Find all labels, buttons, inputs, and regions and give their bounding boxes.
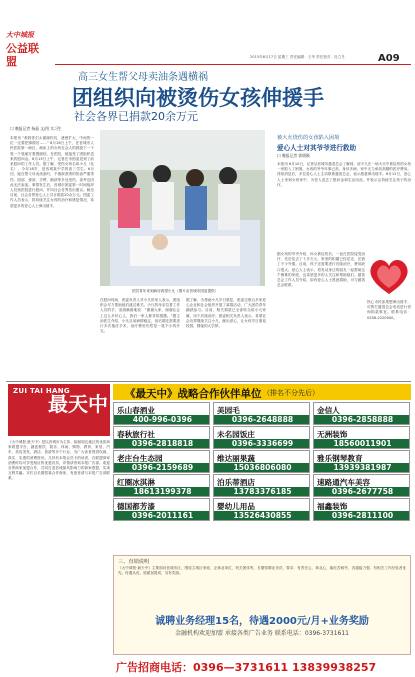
partner-phone: 0396-2858888 [314,415,410,425]
partner-cell [313,498,410,521]
side-article-col3: 热心市民如果想伸出援手，可拨打慈善总会电话进行咨询捐款事宜。联系电话：0356-2220000。 [367,300,411,320]
headline-kicker: 高三女生帮父母卖油条遇横祸 [78,72,208,83]
partner-phone: 15036806080 [214,463,310,473]
partner-name: 老庄台生态园 [117,453,163,463]
partner-cell [113,474,210,497]
masthead-category: 公益联盟 [6,42,39,68]
partner-phone: 0396-2811100 [314,511,410,521]
masthead-brand: 大中城报 [6,30,34,39]
partner-phone: 0396-2011161 [114,511,210,521]
recruit-box [113,555,411,655]
strategic-header [113,384,411,400]
photo-caption: 团员青年来到病房看望小凡（图片由晋城市团委提供） [132,289,219,293]
news-photo [100,130,265,286]
partner-name: 春秋旅行社 [117,429,155,439]
header-rule [55,64,411,65]
strategic-title: 《最天中》战略合作伙伴单位 [125,388,262,400]
partner-cell [213,474,310,497]
partner-cell [313,450,410,473]
main-article-col3: 据了解，为帮助小凡早日康复，团委还联合多家爱心企业和社会组织开展了募捐活动，广大团员青年踊跃参与。目前，相关捐款已全部转交给小凡家属，用于后续治疗。团委相关负责人表示，希望社会各界继续关注小凡，献出爱心，让女孩早日重返校园，圆她的大学梦。 [186,298,266,329]
page-header [0,0,415,123]
partner-phone: 0396-2677758 [314,487,410,497]
partner-cell [213,426,310,449]
partner-name: 维达丽果蔬 [217,453,255,463]
partner-name: 未名园饭庄 [217,429,255,439]
partner-cell [213,450,310,473]
partner-name: 无洲装饰 [317,429,348,439]
partner-cell [313,426,410,449]
partner-name: 金信人 [317,405,340,415]
ad-hotline: 广告招商电话：0396—3731611 13839938257 [116,661,377,674]
partner-phone: 0396-3336699 [214,439,310,449]
partner-cell [213,498,310,521]
partner-cell [213,402,310,425]
subheadline: 社会各界已捐款20余万元 [74,110,198,123]
partner-phone: 18560011901 [314,439,410,449]
partner-cell [113,426,210,449]
promo-logo-en: ZUI TAI HANG [13,387,70,395]
partner-phone: 0396-2159689 [114,463,210,473]
promo-logo-cn: 最天中 [48,392,108,416]
partner-cell [313,402,410,425]
promo-logo [8,384,110,436]
recruit-banner: 诚聘业务经理15名，待遇2000元/月+业务奖励 [155,616,369,627]
partner-name: 乐山春酒业 [117,405,155,415]
partner-phone: 18613199378 [114,487,210,497]
recruit-heading: 三、直销说明 [118,559,150,565]
hospital-scene-image [100,130,265,286]
main-article-col2: 在慰问现场，团委负责人对小凡的家人表示，团组织会尽力帮助她们渡过难关。小凡的母亲拉着工作人员的手，泪流满面地说：“谢谢大家，谢谢社会上这么多好心人，我们一家人都非常感激。”据主治医生介绍，小凡目前病情稳定，但后期还需要进行多次植皮手术，治疗费用仍然是一笔不小的开支。 [100,298,180,334]
partner-name: 福鑫装饰 [317,501,348,511]
recruit-body: 《大中城报·最天中》主要面向晋城市区，围绕主城区家庭、企事业单位、机关团体等，长期招聘业务员，要求：有责任心、事业心，能吃苦耐劳，沟通能力强，有相关工作经验者优先。待遇从优，底薪加提成，另有奖励。 [118,566,406,576]
partner-phone: 0396-2648888 [214,415,310,425]
partner-name: 美园毛 [217,405,240,415]
side-byline: 口 晚报记者 郭晓颖 [277,153,310,158]
partner-phone: 0396-2818818 [114,439,210,449]
partner-cell [313,474,410,497]
partner-phone: 13783376185 [214,487,310,497]
heart-icon [367,256,411,296]
partner-phone: 13939381987 [314,463,410,473]
partner-phone: 13526430855 [214,511,310,521]
partner-cell [113,450,210,473]
main-article-col1: 本报讯 “救救你们太谢谢你们，爸爸扩大，中间的一位一定要把事做好……” 6月16日上午，在晋城市人民医院第一病区，病床上的女孩在众人的鼓励下一个笔一个笔地写着感谢信。在医院，她接受了团组织送来的慰问金。6月15日上午，记者在市团委见到了前来慰问的工作人员。据了解，受伤女孩名叫小凡（化名），今年18岁，是晋城某中学的高三学生。6月初，她在帮父母卖油条时，不慎被滚烫的热油严重烫伤，面部、颈部、手臂、胸部等多处受伤，高考也因此无法参加。事情发生后，晋城市团委第一时间组织人员到医院进行慰问，并向社会各界发出倡议。截至目前，社会各界爱心人士共计捐款20余万元。团委工作人员表示，将持续关注女孩的治疗和康复情况，希望更多的爱心人士伸出援手。 [10,136,94,208]
partner-name: 红圈冰淇淋 [117,477,155,487]
side-article-col1: 本报讯 6月10日，记者从晋城市慈善总会了解到，前不久在一场火灾中被烧伤的女孩一家陷入了困境，女孩的爷爷年事已高，身体多病，家中无力承担高额的医疗费用。得知消息后，多位爱心人士主动联系慈善总会，表示愿意伸出援手。6月12日，爱心人士来到女孩家中，为老人送去了慰问金和生活用品，并表示会持续关注孩子的治疗。 [277,162,411,187]
recruit-footer: 金融机构欢迎加盟 承接各类广告业务 联系电话：0396-3731611 [175,630,349,637]
partner-cell [113,402,210,425]
dateline: 2015年6月17日 星期三 责任编辑：王华 责任校对：杜立冬 [250,55,345,59]
headline: 团组织向被烫伤女孩伸援手 [72,86,324,110]
partner-name: 雅乐钢琴教育 [317,453,363,463]
partner-phone: 400-996-0396 [114,415,210,425]
side-title: 爱心人士对其爷爷进行救助 [277,144,357,152]
side-article-col2: 据女孩的爷爷介绍，孙女被烧伤后，一直在医院接受治疗，先后花去了十多万元，家里的积蓄已经花光，还借了不少外债。目前，孩子还需要进行后续治疗，费用缺口很大。爱心人士表示，将发动身边的朋友一起帮助这个困难的家庭，也希望更多的人关注和帮助她们。慈善总会工作人员介绍，如有爱心人士愿意捐助，可与慈善总会联系。 [277,252,365,288]
page-number: A09 [378,53,400,64]
masthead [6,30,48,68]
promo-text: 《大中城报·最天中》是以晋城市为主体、辐射周边地区的优质商家联盟平台，涵盖餐饮、娱乐、休闲、购物、教育、家居、汽车、美容美发、酒店、旅游等多个行业，为广大读者提供权威、真实、实惠的消费资讯。凡持有本报会员卡的读者，在联盟商家消费时均可享受相应的优惠折扣，详情请咨询本报广告部。欢迎各界商家加盟合作，共同打造晋城最具影响力的商家联盟，实现互利共赢。本栏目长期招募合作商家，有意者请与本报广告部联系。 [8,440,110,481]
side-kicker: 被大火烧伤的女孩陷入困境 [277,135,340,141]
partner-name: 婴幼儿用品 [217,501,255,511]
partner-name: 德国都芳漆 [117,501,155,511]
partner-cell [113,498,210,521]
partner-name: 泊乐蒂酒店 [217,477,255,487]
strategic-subtitle: （排名不分先后） [263,389,319,397]
main-byline: 口 晚报记者 杨晶 文/图 实习生 [10,126,62,131]
partner-name: 速路通汽车美容 [317,477,371,487]
section-divider [6,381,411,382]
